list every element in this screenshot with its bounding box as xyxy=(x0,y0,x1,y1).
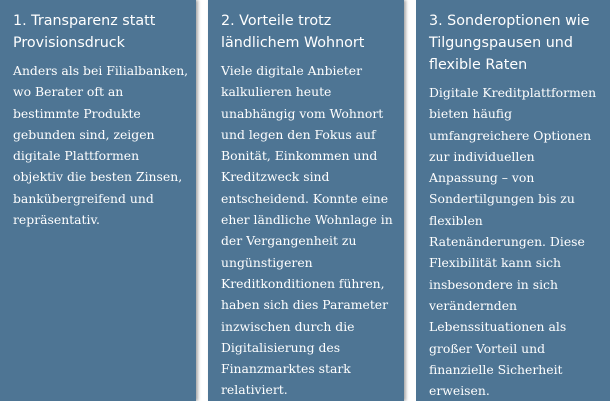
card-body-line: Flexibilität kann sich xyxy=(429,255,561,271)
card-body-line: bankübergreifend und xyxy=(13,190,154,206)
card-body-line: eher ländliche Wohnlage in xyxy=(221,212,393,228)
card-title xyxy=(221,10,394,54)
card-title-line: 2. Vorteile trotz xyxy=(221,13,332,29)
card-body-line: Finanzmarktes stark xyxy=(221,361,351,377)
card-title xyxy=(429,10,600,76)
card-body-line: Lebenssituationen als xyxy=(429,319,567,335)
card-body-line: Anpassung – von xyxy=(429,170,535,186)
card-transparenz xyxy=(0,0,196,401)
card-body-line: umfangreichere Optionen xyxy=(429,127,592,143)
card-body xyxy=(221,60,394,401)
card-body-line: Bonität, Einkommen und xyxy=(221,148,378,164)
card-body-line: der Vergangenheit zu xyxy=(221,233,357,249)
card-title-line: Provisionsdruck xyxy=(13,35,125,51)
card-body-line: unabhängig vom Wohnort xyxy=(221,105,384,121)
card-body-line: und legen den Fokus auf xyxy=(221,126,376,142)
card-body-line: repräsentativ. xyxy=(13,212,100,228)
card-body xyxy=(429,82,600,401)
card-body-line: Kreditzweck sind xyxy=(221,169,330,185)
card-body-line: flexiblen xyxy=(429,212,483,228)
card-laendlicher-wohnort xyxy=(208,0,404,401)
card-body-line: insbesondere in sich xyxy=(429,276,558,292)
card-body-line: Sondertilgungen bis zu xyxy=(429,191,575,207)
card-body-line: gebunden sind, zeigen xyxy=(13,126,155,142)
card-body-line: bieten häufig xyxy=(429,106,513,122)
card-body xyxy=(13,60,189,230)
card-body-line: erweisen. xyxy=(429,383,490,399)
card-body-line: Digitale Kreditplattformen xyxy=(429,85,597,100)
card-body-line: bestimmte Produkte xyxy=(13,105,141,121)
card-title-line: Tilgungspausen und xyxy=(429,35,573,51)
card-body-line: verändernden xyxy=(429,297,518,313)
card-sonderoptionen xyxy=(416,0,610,401)
card-body-line: ungünstigeren xyxy=(221,254,313,270)
card-body-line: entscheidend. Konnte eine xyxy=(221,190,389,206)
card-body-line: relativiert. xyxy=(221,382,288,398)
card-title xyxy=(13,10,186,54)
card-body-line: Viele digitale Anbieter xyxy=(221,63,363,78)
card-body-line: Digitalisierung des xyxy=(221,339,341,355)
card-title-line: 1. Transparenz statt xyxy=(13,13,156,29)
card-body-line: zur individuellen xyxy=(429,148,535,164)
card-body-line: großer Vorteil und xyxy=(429,340,546,356)
card-body-line: haben sich dies Parameter xyxy=(221,297,389,313)
card-body-line: finanzielle Sicherheit xyxy=(429,361,563,377)
card-body-line: Kreditkonditionen führen, xyxy=(221,275,385,291)
card-body-line: inzwischen durch die xyxy=(221,318,355,334)
card-body-line: Anders als bei Filialbanken, xyxy=(13,63,189,78)
card-body-line: kalkulieren heute xyxy=(221,84,332,100)
card-body-line: wo Berater oft an xyxy=(13,84,124,100)
card-body-line: Ratenänderungen. Diese xyxy=(429,234,585,250)
card-title-line: 3. Sonderoptionen wie xyxy=(429,13,590,29)
card-body-line: digitale Plattformen xyxy=(13,148,140,164)
card-title-line: flexible Raten xyxy=(429,57,528,73)
card-title-line: ländlichem Wohnort xyxy=(221,35,365,51)
card-body-line: objektiv die besten Zinsen, xyxy=(13,169,183,185)
